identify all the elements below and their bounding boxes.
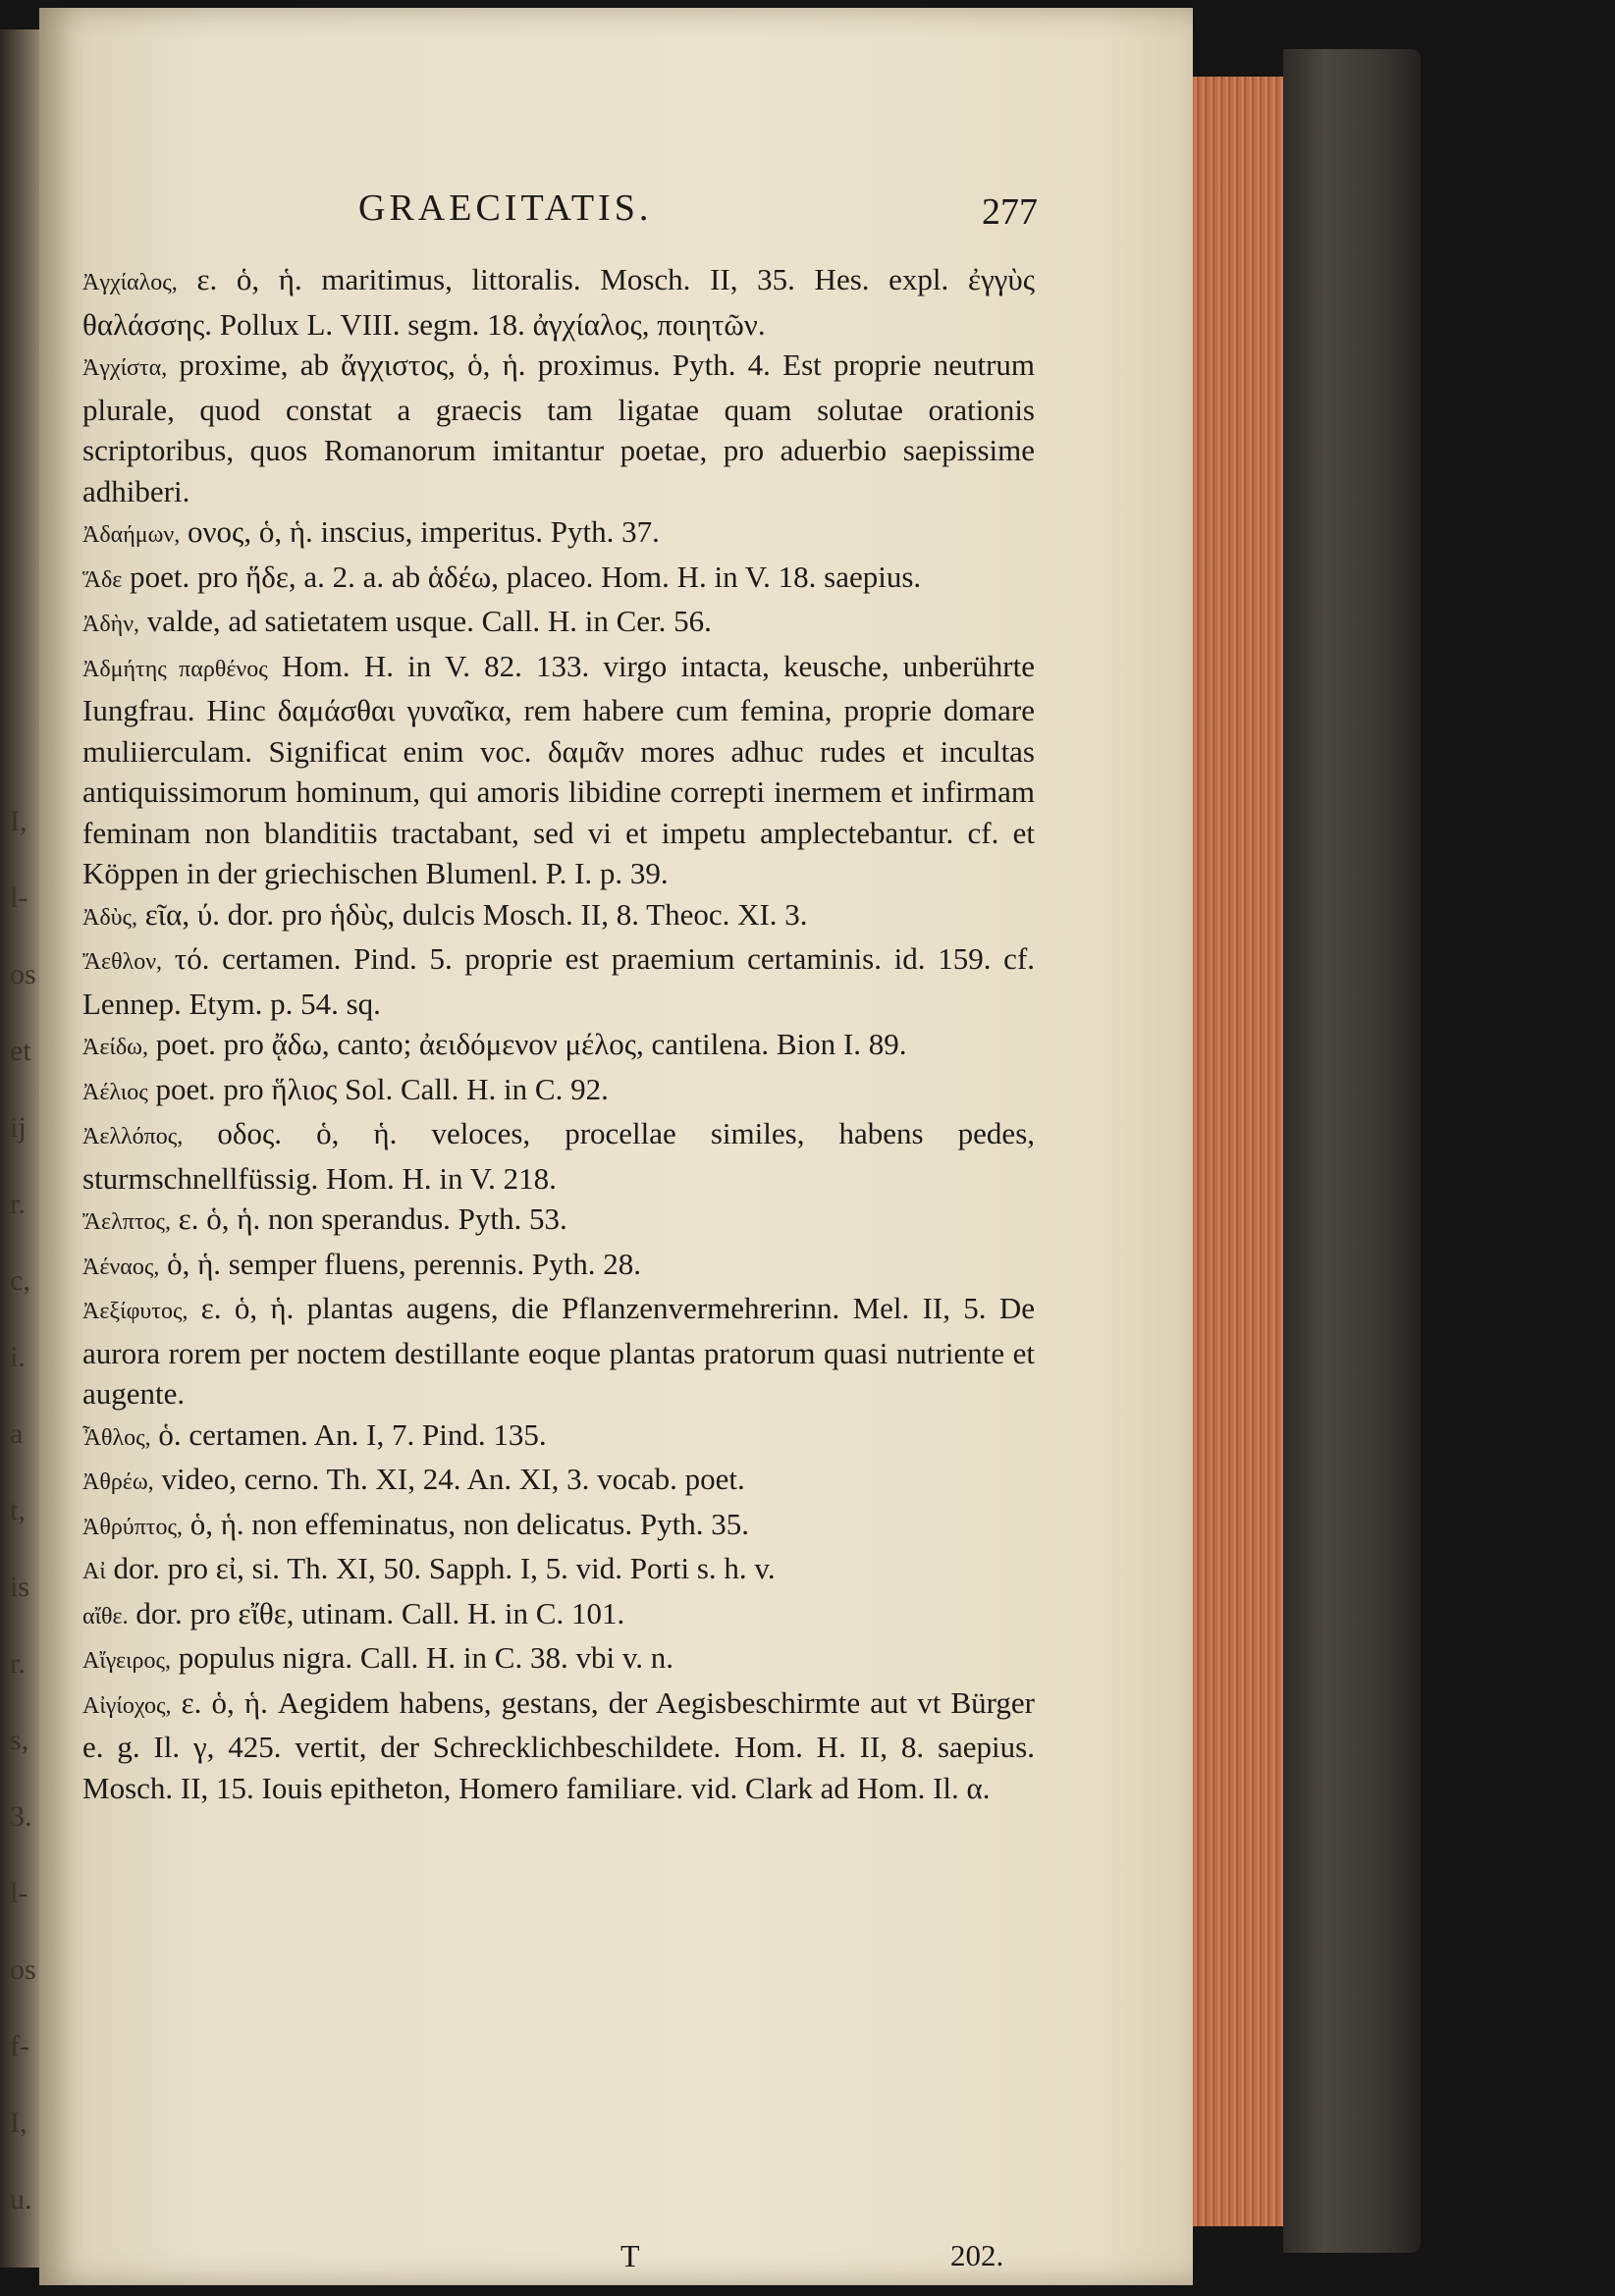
dictionary-entry	[82, 1504, 1035, 1549]
page-header	[0, 187, 1615, 245]
facing-page-fragment: i.	[10, 1341, 26, 1373]
dictionary-entries	[82, 259, 1035, 1808]
entry-text: τό. certamen. Pind. 5. proprie est praemium certaminis. id. 159. cf. Lennep. Etym. p. 54. sq.	[82, 941, 1036, 1021]
entry-headword: Αἰγίοχος,	[82, 1692, 172, 1719]
facing-page-fragment: et	[10, 1035, 31, 1067]
dictionary-entry	[82, 511, 1035, 557]
dictionary-entry	[82, 1682, 1035, 1809]
facing-page-fragment: os	[10, 958, 36, 990]
dictionary-entry	[82, 259, 1035, 345]
page-number: 277	[982, 191, 1038, 233]
catchword: 202.	[950, 2238, 1004, 2272]
facing-page-fragment: I,	[10, 2107, 27, 2139]
entry-text: ε. ὁ, ἡ. maritimus, littoralis. Mosch. II, 35. Hes. expl. ἐγγὺς θαλάσσης. Pollux L. VIII. segm. 18. ἀγχίαλος, ποιητῶν.	[82, 262, 1036, 342]
entry-headword: Ἀείδω,	[82, 1035, 148, 1060]
entry-text: ὁ, ἡ. non effeminatus, non delicatus. Pyth. 35.	[189, 1506, 749, 1541]
entry-text: video, cerno. Th. XI, 24. An. XI, 3. vocab. poet.	[161, 1462, 745, 1496]
dictionary-entry	[82, 1593, 1035, 1638]
entry-headword: Ἀθρέω,	[82, 1469, 154, 1495]
entry-headword: Ἀελλόπος,	[82, 1124, 184, 1149]
dictionary-entry	[82, 1459, 1035, 1504]
entry-headword: Ἀδαήμων,	[82, 522, 181, 548]
dictionary-entry	[82, 646, 1035, 894]
entry-text: valde, ad satietatem usque. Call. H. in Cer. 56.	[146, 604, 712, 638]
facing-page-fragment: u.	[10, 2183, 32, 2216]
dictionary-entry	[82, 1288, 1035, 1415]
entry-headword: Ἄελπτος,	[82, 1209, 171, 1235]
entry-headword: Ἀγχίστα,	[82, 355, 168, 381]
facing-page-fragment: f-	[10, 2030, 29, 2062]
entry-text: dor. pro εἴθε, utinam. Call. H. in C. 101.	[135, 1595, 625, 1630]
facing-page-fragment: l-	[10, 881, 28, 914]
facing-page-fragment: 3.	[10, 1800, 32, 1833]
entry-text: ονος, ὁ, ἡ. inscius, imperitus. Pyth. 37.	[188, 514, 660, 549]
entry-headword: Ἀγχίαλος,	[82, 270, 178, 295]
entry-text: Hom. H. in V. 82. 133. virgo intacta, keusche, unberührte Iungfrau. Hinc δαμάσθαι γυναῖκα, rem habere cum femina, proprie domare muliierculam. Significat enim voc. δαμᾶν mores adhuc rudes et incultas antiquissimorum hominum, qui amoris libidine correpti inermem et infirmam feminam non blanditiis tractabant, sed vi et impetu amplectebantur. cf. et Köppen in der griechischen Blumenl. P. I. p. 39.	[82, 648, 1035, 890]
dictionary-entry	[82, 938, 1035, 1024]
entry-text: poet. pro ἥλιος Sol. Call. H. in C. 92.	[155, 1071, 609, 1106]
facing-page-fragment: r.	[10, 1188, 26, 1220]
dictionary-entry	[82, 1024, 1035, 1069]
entry-headword: Ἀέναος,	[82, 1254, 160, 1280]
signature-mark: T	[620, 2238, 640, 2273]
dictionary-entry	[82, 894, 1035, 939]
facing-page-fragment: a	[10, 1417, 24, 1450]
dictionary-entry	[82, 345, 1035, 511]
dictionary-entry	[82, 557, 1035, 602]
entry-headword: Ἅδε	[82, 566, 123, 593]
entry-headword: Ἀδμήτης παρθένος	[82, 656, 268, 682]
entry-text: ε. ὁ, ἡ. non sperandus. Pyth. 53.	[178, 1201, 567, 1236]
entry-text: ε. ὁ, ἡ. plantas augens, die Pflanzenvermehrerinn. Mel. II, 5. De aurora rorem per noctem destillante eoque plantas pratorum quasi nutriente et augente.	[82, 1291, 1035, 1411]
facing-page-fragment: os	[10, 1953, 36, 1986]
book-cover	[1283, 49, 1421, 2253]
facing-page-fragment: s,	[10, 1724, 29, 1756]
entry-text: dor. pro εἰ, si. Th. XI, 50. Sapph. I, 5. vid. Porti s. h. v.	[113, 1551, 776, 1585]
entry-text: ε. ὁ, ἡ. Aegidem habens, gestans, der Aegisbeschirmte aut vt Bürger e. g. Il. γ, 425. vertit, der Schrecklichbeschildete. Hom. H. II, 8. saepius. Mosch. II, 15. Iouis epitheton, Homero familiare. vid. Clark ad Hom. Il. α.	[82, 1684, 1035, 1805]
entry-text: poet. pro ἥδε, a. 2. a. ab ἁδέω, placeo. Hom. H. in V. 18. saepius.	[130, 559, 922, 594]
entry-text: εῖα, ύ. dor. pro ἡδὺς, dulcis Mosch. II, 8. Theoc. XI. 3.	[144, 896, 808, 932]
facing-page-fragment: I,	[10, 805, 27, 837]
facing-page-fragment: is	[10, 1571, 30, 1603]
entry-text: ὁ. certamen. An. I, 7. Pind. 135.	[158, 1416, 547, 1452]
facing-page-fragment: r.	[10, 1647, 26, 1680]
entry-headword: Αἴγειρος,	[82, 1648, 171, 1674]
entry-headword: Ἀθρύπτος,	[82, 1514, 183, 1540]
entry-headword: Ἆθλος,	[82, 1424, 151, 1451]
facing-page-fragment: t,	[10, 1494, 26, 1526]
entry-headword: Ἀδὴν,	[82, 612, 140, 637]
dictionary-entry	[82, 1113, 1035, 1199]
running-title: GRAECITATIS.	[358, 187, 653, 229]
dictionary-entry	[82, 1415, 1035, 1460]
entry-headword: Ἀεξίφυτος,	[82, 1299, 188, 1324]
entry-headword: Ἀδὺς,	[82, 904, 138, 931]
entry-text: populus nigra. Call. H. in C. 38. vbi v. n.	[178, 1640, 674, 1675]
facing-page-fragment: l-	[10, 1877, 28, 1909]
page-footer	[0, 2238, 1615, 2277]
dictionary-entry	[82, 1199, 1035, 1244]
entry-text: οδος. ὁ, ἡ. veloces, procellae similes, habens pedes, sturmschnellfüssig. Hom. H. in V. 218.	[82, 1116, 1036, 1196]
dictionary-entry	[82, 1637, 1035, 1682]
dictionary-entry	[82, 601, 1035, 646]
entry-text: ὁ, ἡ. semper fluens, perennis. Pyth. 28.	[167, 1246, 641, 1281]
entry-text: proxime, ab ἄγχιστος, ὁ, ἡ. proximus. Pyth. 4. Est proprie neutrum plurale, quod constat a graecis tam ligatae quam solutae orationis scriptoribus, quos Romanorum imitantur poetae, pro aduerbio saepissime adhiberi.	[82, 347, 1035, 508]
entry-headword: Ἄεθλον,	[82, 949, 163, 975]
facing-page-fragment: c,	[10, 1264, 30, 1297]
dictionary-entry	[82, 1548, 1035, 1593]
dictionary-entry	[82, 1244, 1035, 1289]
dictionary-entry	[82, 1069, 1035, 1114]
entry-text: poet. pro ᾄδω, canto; ἀειδόμενον μέλος, cantilena. Bion I. 89.	[155, 1027, 907, 1061]
facing-page-fragment: ij	[10, 1111, 27, 1144]
entry-headword: Αἰ	[82, 1559, 106, 1584]
entry-headword: αἴθε.	[82, 1603, 129, 1629]
entry-headword: Ἀέλιος	[82, 1079, 148, 1105]
page-fore-edge	[1193, 77, 1283, 2226]
